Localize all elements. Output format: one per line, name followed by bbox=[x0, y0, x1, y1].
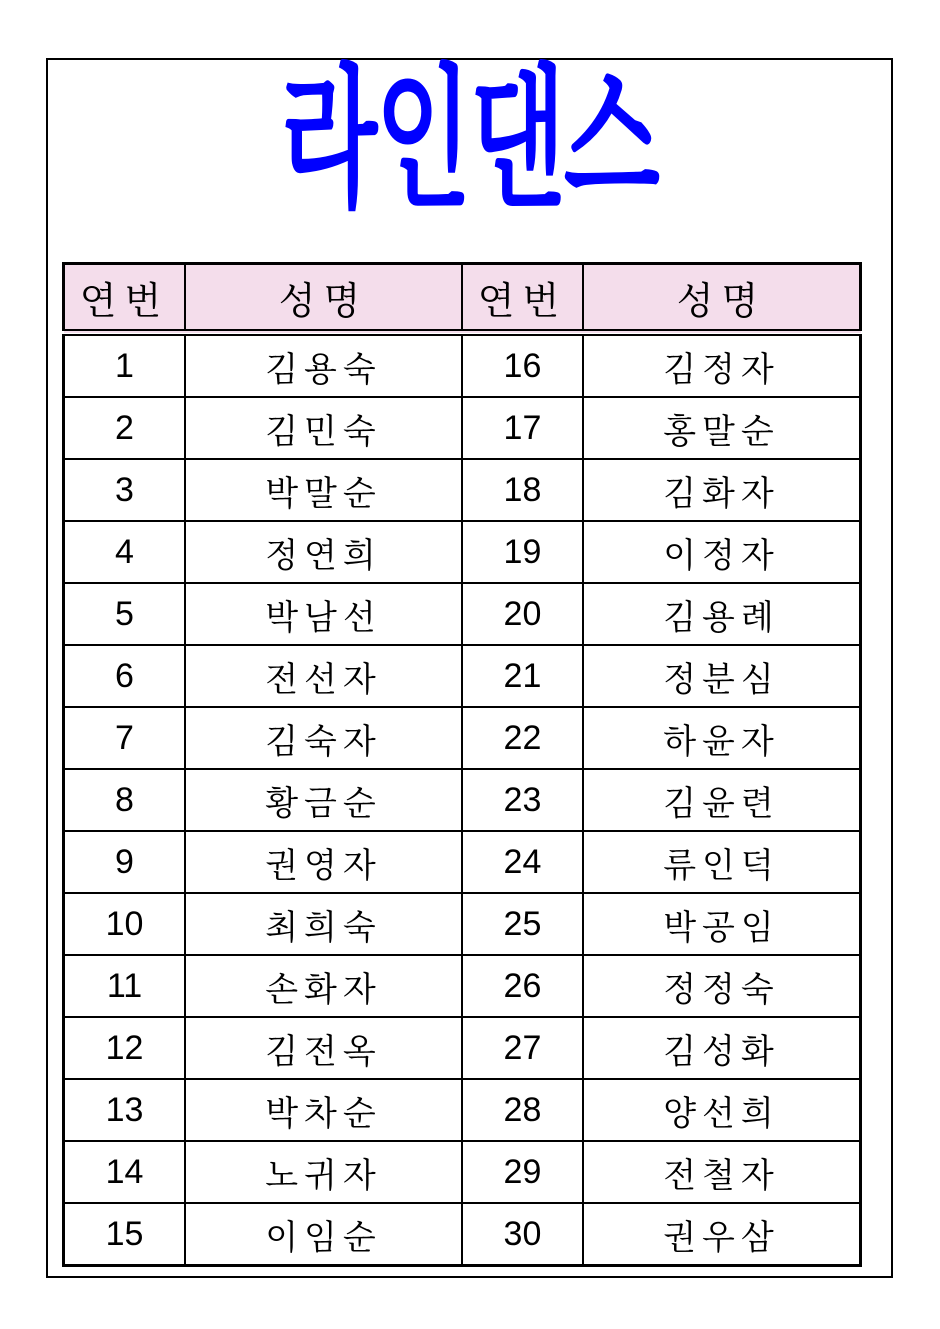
name-cell: 김용숙 bbox=[185, 333, 462, 398]
header-serial-right: 연번 bbox=[462, 264, 583, 333]
name-cell: 박남선 bbox=[185, 583, 462, 645]
header-name-left: 성명 bbox=[185, 264, 462, 333]
header-serial-left: 연번 bbox=[64, 264, 185, 333]
name-cell: 김숙자 bbox=[185, 707, 462, 769]
serial-cell: 25 bbox=[462, 893, 583, 955]
serial-cell: 22 bbox=[462, 707, 583, 769]
table-row bbox=[64, 707, 861, 769]
table-row bbox=[64, 333, 861, 398]
name-cell: 양선희 bbox=[583, 1079, 861, 1141]
name-cell: 권영자 bbox=[185, 831, 462, 893]
serial-cell: 3 bbox=[64, 459, 185, 521]
name-cell: 손화자 bbox=[185, 955, 462, 1017]
roster-table bbox=[62, 262, 862, 1267]
page-border bbox=[46, 53, 893, 1278]
serial-cell: 2 bbox=[64, 397, 185, 459]
name-cell: 전선자 bbox=[185, 645, 462, 707]
serial-cell: 24 bbox=[462, 831, 583, 893]
serial-cell: 5 bbox=[64, 583, 185, 645]
name-cell: 김정자 bbox=[583, 333, 861, 398]
name-cell: 김윤련 bbox=[583, 769, 861, 831]
serial-cell: 23 bbox=[462, 769, 583, 831]
serial-cell: 19 bbox=[462, 521, 583, 583]
serial-cell: 13 bbox=[64, 1079, 185, 1141]
serial-cell: 7 bbox=[64, 707, 185, 769]
name-cell: 홍말순 bbox=[583, 397, 861, 459]
serial-cell: 17 bbox=[462, 397, 583, 459]
name-cell: 박차순 bbox=[185, 1079, 462, 1141]
serial-cell: 26 bbox=[462, 955, 583, 1017]
name-cell: 류인덕 bbox=[583, 831, 861, 893]
name-cell: 황금순 bbox=[185, 769, 462, 831]
serial-cell: 30 bbox=[462, 1203, 583, 1266]
table-row bbox=[64, 893, 861, 955]
serial-cell: 11 bbox=[64, 955, 185, 1017]
table-row bbox=[64, 645, 861, 707]
name-cell: 김민숙 bbox=[185, 397, 462, 459]
table-row bbox=[64, 583, 861, 645]
serial-cell: 15 bbox=[64, 1203, 185, 1266]
serial-cell: 12 bbox=[64, 1017, 185, 1079]
name-cell: 하윤자 bbox=[583, 707, 861, 769]
page-title-area bbox=[48, 53, 891, 288]
name-cell: 최희숙 bbox=[185, 893, 462, 955]
name-cell: 김전옥 bbox=[185, 1017, 462, 1079]
name-cell: 정분심 bbox=[583, 645, 861, 707]
serial-cell: 6 bbox=[64, 645, 185, 707]
table-row bbox=[64, 459, 861, 521]
header-row bbox=[64, 264, 861, 333]
name-cell: 이임순 bbox=[185, 1203, 462, 1266]
serial-cell: 4 bbox=[64, 521, 185, 583]
name-cell: 권우삼 bbox=[583, 1203, 861, 1266]
table-row bbox=[64, 397, 861, 459]
name-cell: 김화자 bbox=[583, 459, 861, 521]
name-cell: 전철자 bbox=[583, 1141, 861, 1203]
name-cell: 박말순 bbox=[185, 459, 462, 521]
serial-cell: 9 bbox=[64, 831, 185, 893]
name-cell: 이정자 bbox=[583, 521, 861, 583]
table-row bbox=[64, 769, 861, 831]
table-row bbox=[64, 955, 861, 1017]
serial-cell: 8 bbox=[64, 769, 185, 831]
name-cell: 노귀자 bbox=[185, 1141, 462, 1203]
table-row bbox=[64, 1141, 861, 1203]
table-row bbox=[64, 831, 861, 893]
table-row bbox=[64, 521, 861, 583]
header-name-right: 성명 bbox=[583, 264, 861, 333]
name-cell: 정정숙 bbox=[583, 955, 861, 1017]
serial-cell: 10 bbox=[64, 893, 185, 955]
serial-cell: 16 bbox=[462, 333, 583, 398]
table-row bbox=[64, 1203, 861, 1266]
name-cell: 정연희 bbox=[185, 521, 462, 583]
serial-cell: 27 bbox=[462, 1017, 583, 1079]
table-row bbox=[64, 1079, 861, 1141]
serial-cell: 14 bbox=[64, 1141, 185, 1203]
serial-cell: 29 bbox=[462, 1141, 583, 1203]
name-cell: 김용례 bbox=[583, 583, 861, 645]
serial-cell: 21 bbox=[462, 645, 583, 707]
serial-cell: 28 bbox=[462, 1079, 583, 1141]
serial-cell: 18 bbox=[462, 459, 583, 521]
serial-cell: 20 bbox=[462, 583, 583, 645]
name-cell: 박공임 bbox=[583, 893, 861, 955]
table-row bbox=[64, 1017, 861, 1079]
name-cell: 김성화 bbox=[583, 1017, 861, 1079]
serial-cell: 1 bbox=[64, 333, 185, 398]
page-title: 라인댄스 bbox=[281, 53, 658, 225]
